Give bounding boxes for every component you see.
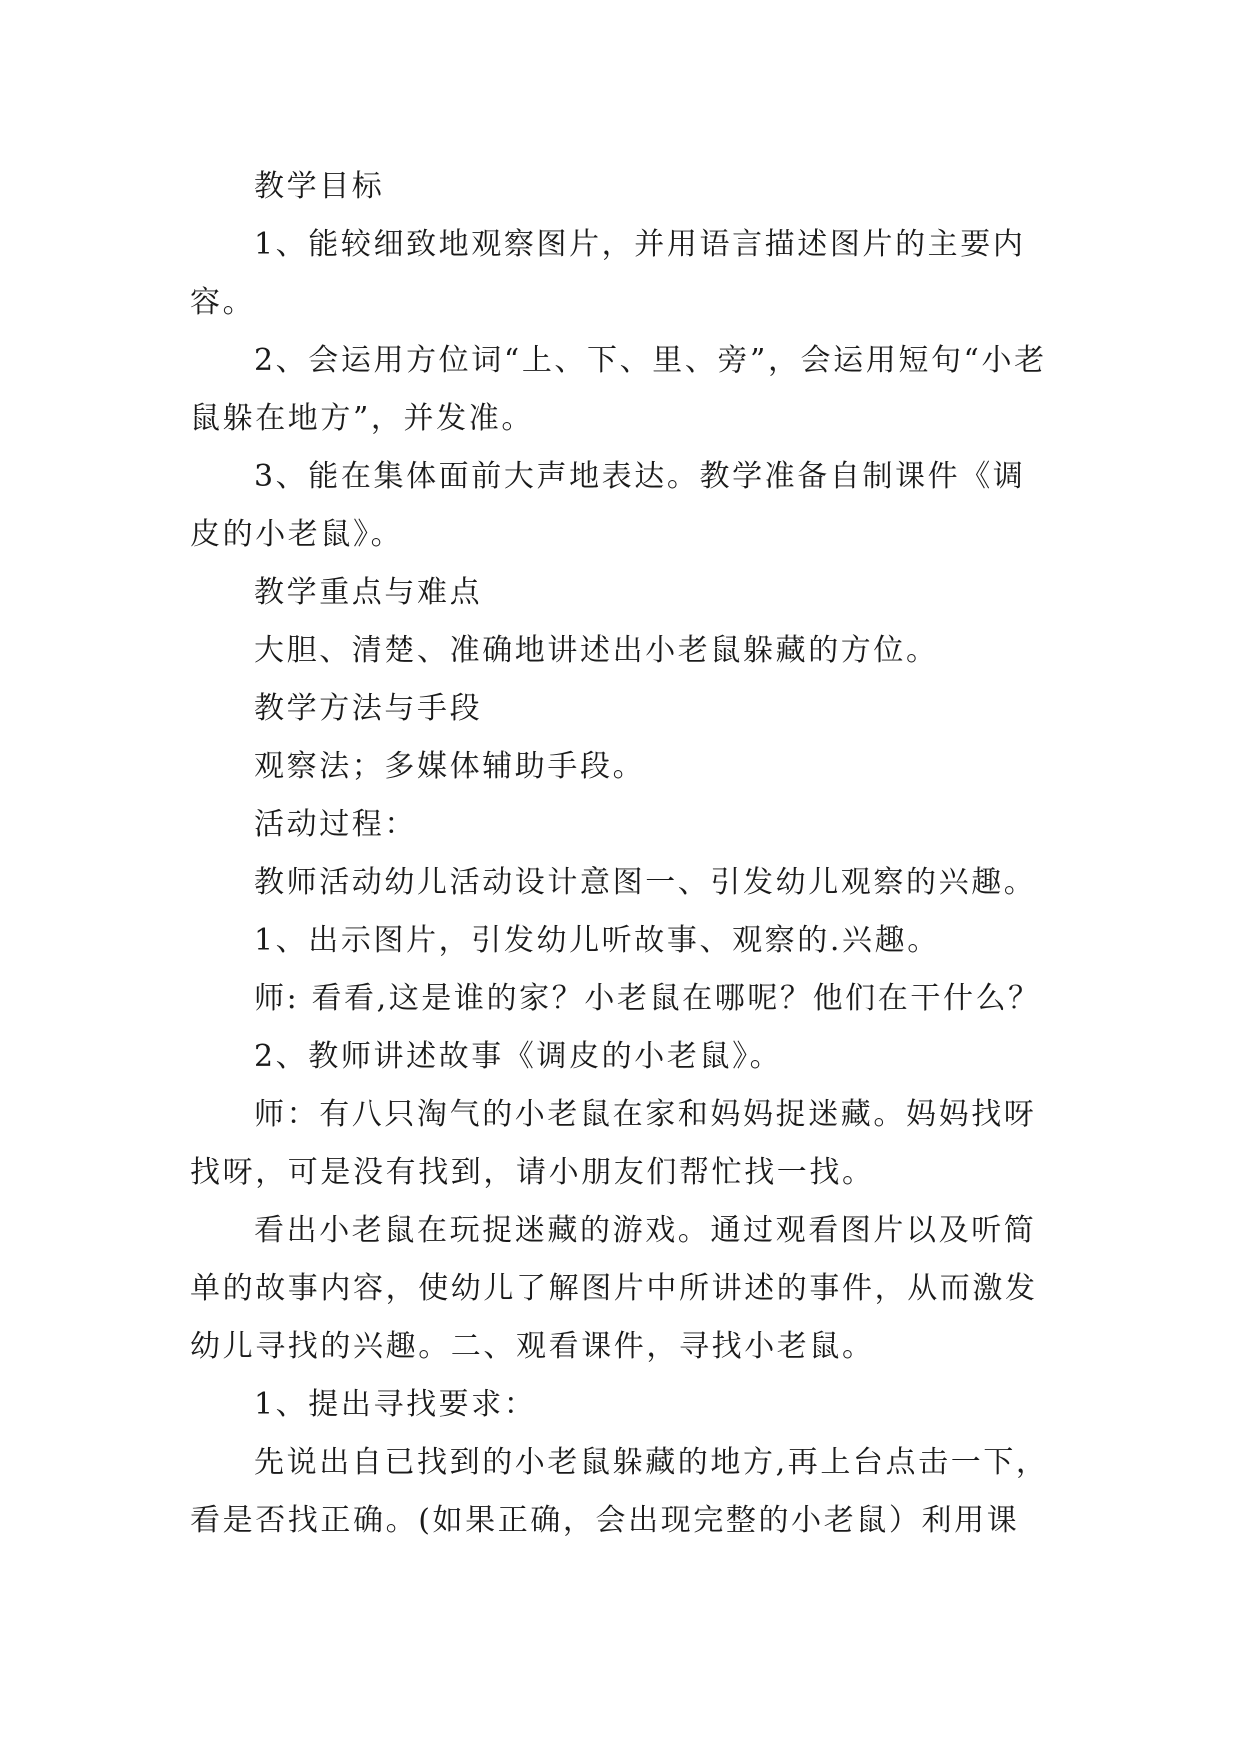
activity-paragraph: 1、出示图片，引发幼儿听故事、观察的.兴趣。 — [254, 923, 940, 958]
activity-paragraph: 看出小老鼠在玩捉迷藏的游戏。通过观看图片以及听简单的故事内容，使幼儿了解图片中所讲述的事件，从而激发幼儿寻找的兴趣。二、观看课件，寻找小老鼠。 — [190, 1213, 1038, 1364]
activity-paragraph: 师：有八只淘气的小老鼠在家和妈妈捉迷藏。妈妈找呀找呀，可是没有找到，请小朋友们帮忙找一找。 — [190, 1097, 1037, 1190]
goal-item-3: 3、能在集体面前大声地表达。教学准备自制课件《调皮的小老鼠》。 — [190, 459, 1026, 552]
goal-item-1: 1、能较细致地观察图片，并用语言描述图片的主要内容。 — [190, 227, 1026, 320]
document-body — [190, 158, 1052, 1550]
activity-paragraph: 教师活动幼儿活动设计意图一、引发幼儿观察的兴趣。 — [254, 865, 1037, 900]
section-heading-key-points: 教学重点与难点 — [254, 575, 483, 610]
activity-paragraph: 先说出自已找到的小老鼠躲藏的地方,再上台点击一下，看是否找正确。(如果正确，会出现完整的小老鼠）利用课 — [190, 1445, 1049, 1538]
methods-text: 观察法；多媒体辅助手段。 — [254, 749, 646, 784]
key-points-text: 大胆、清楚、准确地讲述出小老鼠躲藏的方位。 — [254, 633, 939, 668]
section-heading-teaching-goals: 教学目标 — [254, 169, 385, 204]
activity-paragraph: 2、教师讲述故事《调皮的小老鼠》。 — [254, 1039, 783, 1074]
goal-item-2: 2、会运用方位词“上、下、里、旁”，会运用短句“小老鼠躲在地方”，并发准。 — [190, 343, 1047, 436]
section-heading-methods: 教学方法与手段 — [254, 691, 483, 726]
activity-paragraph: 1、提出寻找要求： — [254, 1387, 537, 1422]
activity-paragraph: 师: 看看,这是谁的家？小老鼠在哪呢？他们在干什么？ — [254, 981, 1041, 1016]
section-heading-activity-process: 活动过程： — [254, 807, 417, 842]
